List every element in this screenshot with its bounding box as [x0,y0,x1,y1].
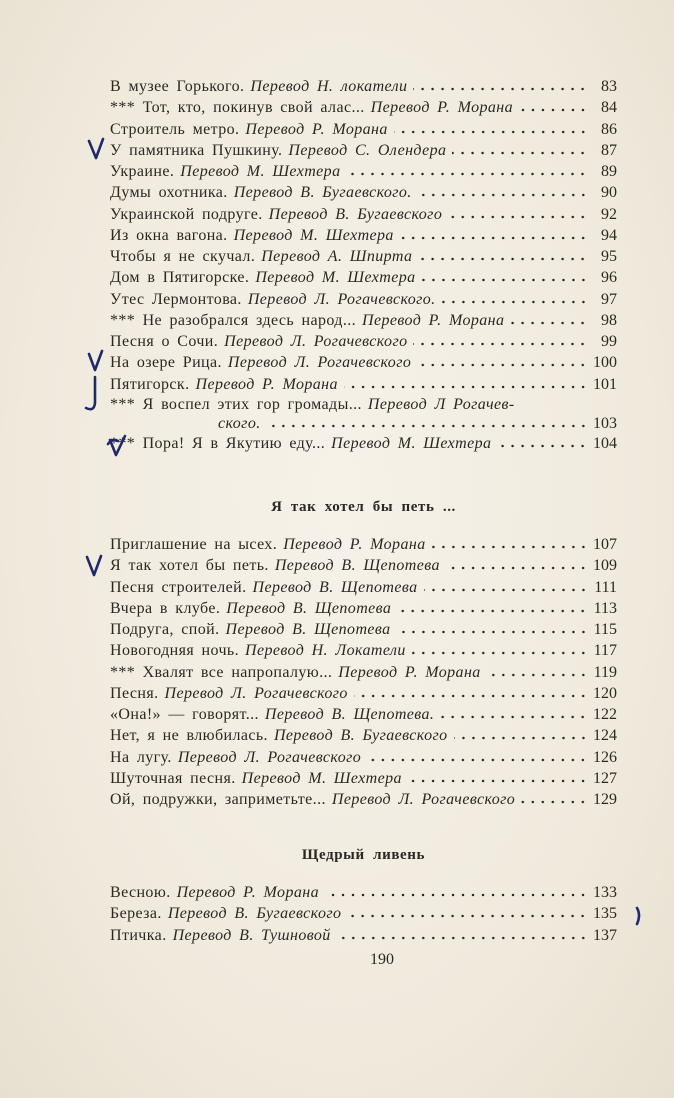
toc-entry [110,246,617,267]
dot-leader [397,630,588,634]
entry-title: Вчера в клубе. [110,599,221,617]
toc-entry [110,204,617,225]
entry-title: Весною. [110,884,171,901]
toc-entry [110,534,617,555]
dot-leader [408,779,588,783]
toc-entry-line [110,119,617,140]
toc-entry [110,97,617,118]
toc-entry [110,725,617,746]
entry-title: На лугу. [110,748,172,766]
entry-title: Утес Лермонтова. [110,290,242,308]
toc-entry-line [110,534,617,555]
dot-leader [412,651,588,655]
entry-title: Подруга, спой. [110,621,220,638]
toc-entry-line [110,789,617,810]
entry-title: У памятника Пушкину. [110,141,283,159]
entry-translator: Перевод В. Щепотева. [264,706,435,723]
entry-translator: Перевод Р. Морана [176,884,319,901]
toc-entry [110,768,617,789]
dot-leader [367,758,588,762]
toc-entry [110,640,617,661]
entry-page-number: 99 [601,333,617,350]
entry-page-number: 135 [593,905,617,923]
toc-entry [110,140,617,161]
dot-leader [424,588,588,592]
entry-page-number: 133 [593,884,617,901]
entry-title: На озере Рица. [110,354,222,372]
dot-leader [440,715,588,719]
toc-entry [110,903,617,924]
dot-leader [521,800,588,804]
entry-translator: Перевод В. Бугаевского [167,905,342,923]
toc-entry-line [110,204,617,225]
entry-translator: Перевод М. Шехтера [331,434,492,452]
entry-title: «Она!» — говорят... [110,706,259,723]
entry-title: Нет, я не влюбилась. [110,727,268,745]
toc-entry-line [110,352,617,373]
entry-translator: Перевод Р. Морана [245,120,388,138]
toc-entry [110,161,617,182]
toc-entry-line [110,374,617,395]
entry-translator: Перевод В. Щепотева [274,557,440,575]
toc-entry-line [110,925,617,946]
toc-entry-line [110,161,617,182]
entry-translator: Перевод Л Рогачев- [367,395,515,413]
toc-entry-line [110,76,617,97]
entry-page-number: 113 [593,599,617,617]
entry-translator: Перевод Л. Рогачевского. [247,290,436,308]
entry-page-number: 90 [601,184,617,202]
entry-title: Песня. [110,684,159,702]
entry-translator: Перевод Р. Морана [338,663,481,681]
toc-entry-line [110,577,617,598]
entry-translator: Перевод Р. Морана [362,311,505,329]
handwritten-margin-mark [637,908,639,924]
toc-entry [110,555,617,576]
toc-entry [110,577,617,598]
handwritten-check-mark [89,351,102,370]
dot-leader [510,321,588,325]
dot-leader [400,236,588,240]
entry-title: Думы охотника. [110,184,228,202]
entry-page-number: 101 [593,375,617,393]
entry-title: Новогодняя ночь. [110,642,240,660]
entry-translator: Перевод Р. Морана [370,99,514,117]
entry-title: Ой, подружки, заприметьте... [110,791,326,808]
toc-entry-line [110,683,617,704]
toc-entry [110,789,617,810]
entry-title: Шуточная песня. [110,769,236,787]
toc-entry [110,683,617,704]
dot-leader [442,300,588,304]
dot-leader [487,673,588,677]
handwritten-bracket-mark [86,377,95,409]
page-number: 190 [370,951,394,968]
entry-title: Дом в Пятигорске. [110,269,250,287]
toc-entry [110,310,617,331]
section-heading: Я так хотел бы петь ... [271,499,456,515]
entry-page-number: 119 [593,663,617,681]
entry-title: Украинской подруге. [110,205,263,223]
toc-entry [110,374,617,395]
toc-section [110,534,617,810]
toc-entry [110,925,617,946]
dot-leader [413,87,588,91]
entry-title: Приглашение на ысех. [110,536,278,553]
toc-section [110,882,617,946]
entry-title: Песня строителей. [110,578,247,596]
entry-title: *** Тот, кто, покинув свой алас... [110,99,365,117]
entry-title: *** Пора! Я в Якутию еду... [110,434,326,452]
dot-leader [454,736,588,740]
entry-title: Пятигорск. [110,375,190,393]
toc-entry [110,433,617,454]
entry-page-number: 109 [593,557,617,575]
toc-entry-line [110,882,617,903]
entry-page-number: 95 [601,248,617,265]
entry-title: Я так хотел бы петь. [110,557,269,575]
section-heading: Щедрый ливень [301,847,426,863]
entry-page-number: 122 [593,706,617,723]
dot-leader [394,130,588,134]
entry-page-number: 100 [593,354,617,372]
toc-entry [110,225,617,246]
dot-leader [448,215,588,219]
entry-title: Украине. [110,163,175,180]
dot-leader [417,363,588,367]
entry-translator: Перевод С. Олендера [288,141,447,159]
toc-entry [110,395,617,433]
entry-page-number: 104 [593,434,617,452]
entry-translator: Перевод В. Бугаевского [273,727,448,745]
toc-entry-line [110,97,617,118]
entry-translator: Перевод Р. Морана [283,536,426,553]
entry-page-number: 103 [593,414,617,432]
toc-entry [110,289,617,310]
entry-page-number: 86 [601,120,617,138]
toc-entry [110,267,617,288]
toc-entry-line [110,704,617,725]
toc-section [110,76,617,454]
entry-page-number: 124 [593,727,617,745]
entry-translator: Перевод В. Щепотева [226,599,392,617]
entry-title: Береза. [110,905,162,923]
handwritten-check-mark [87,556,101,575]
toc-entry-line [110,414,617,433]
toc-entry-line [110,619,617,640]
entry-translator-continuation: ского. [218,414,261,432]
toc-entry [110,331,617,352]
entry-translator: Перевод Р. Морана [195,375,338,393]
entry-title: *** Не разобрался здесь народ... [110,311,357,329]
entry-translator: Перевод Н. Локатели [245,642,406,660]
entry-translator: Перевод М. Шехтера [180,163,341,180]
toc-entry-line [110,267,617,288]
dot-leader [354,694,588,698]
toc-entry [110,352,617,373]
entry-title: Песня о Сочи. [110,333,219,350]
toc-entry-line [110,310,617,331]
entry-page-number: 129 [593,791,617,808]
toc-entry-line [110,662,617,683]
toc-entry [110,182,617,203]
entry-title: *** Я воспел этих гор громады... [110,395,362,413]
toc-entry-line [110,331,617,352]
dot-leader [497,444,588,448]
entry-title: *** Хвалят все напропалую... [110,663,333,681]
entry-title: Птичка. [110,926,167,944]
entry-translator: Перевод В. Щепотева [252,578,418,596]
entry-page-number: 98 [601,311,617,329]
toc-entry-line [110,182,617,203]
entry-title: Чтобы я не скучал. [110,248,256,265]
toc-entry-line [110,555,617,576]
toc-entry [110,619,617,640]
dot-leader [346,172,588,176]
dot-leader [446,566,588,570]
dot-leader [347,914,588,918]
dot-leader [418,257,588,261]
toc-entry-line [110,433,617,454]
entry-translator: Перевод В. Тушновой [172,926,331,944]
toc-entry [110,119,617,140]
dot-leader [432,545,588,549]
entry-page-number: 94 [601,226,617,244]
entry-translator: Перевод В. Бугаевского [268,205,443,223]
dot-leader [519,108,588,112]
entry-page-number: 97 [601,290,617,308]
entry-translator: Перевод А. Шпирта [261,248,413,265]
entry-translator: Перевод В. Щепотева [225,621,391,638]
dot-leader [397,609,588,613]
toc-entry-line [110,640,617,661]
dot-leader [344,385,588,389]
dot-leader [267,424,588,428]
toc-entry-line [110,747,617,768]
toc-entry [110,747,617,768]
entry-page-number: 89 [601,163,617,180]
entry-translator: Перевод М. Шехтера [241,769,402,787]
entry-title: Строитель метро. [110,120,240,138]
entry-page-number: 115 [593,621,617,638]
entry-title: В музее Горького. [110,78,245,95]
entry-translator: Перевод Л. Рогачевского [224,333,408,350]
toc-entry [110,598,617,619]
toc-entry-line [110,225,617,246]
entry-page-number: 87 [601,141,617,159]
toc-entry-line [110,903,617,924]
toc-entry-line [110,725,617,746]
dot-leader [422,278,588,282]
toc-entry-line [110,768,617,789]
entry-page-number: 83 [601,78,617,95]
entry-translator: Перевод В. Бугаевского. [233,184,412,202]
toc-entry-line [110,289,617,310]
dot-leader [337,936,588,940]
handwritten-check-mark [89,139,103,158]
entry-page-number: 120 [593,684,617,702]
entry-page-number: 92 [601,205,617,223]
dot-leader [413,342,588,346]
entry-translator: Перевод Л. Рогачевского [227,354,412,372]
dot-leader [325,893,588,897]
toc-entry-line [110,140,617,161]
entry-translator: Перевод Л. Рогачевского [177,748,362,766]
toc-entry [110,882,617,903]
toc-entry [110,76,617,97]
entry-page-number: 107 [593,536,617,553]
toc-entry-line [110,246,617,267]
dot-leader [418,193,588,197]
entry-translator: Перевод М. Шехтера [255,269,416,287]
entry-translator: Перевод Н. локатели [250,78,408,95]
entry-page-number: 127 [593,769,617,787]
toc-entry [110,704,617,725]
entry-title: Из окна вагона. [110,226,228,244]
toc-entry [110,662,617,683]
entry-translator: Перевод М. Шехтера [233,226,394,244]
entry-page-number: 84 [601,99,617,117]
entry-page-number: 111 [594,578,617,596]
toc-entry-line [110,598,617,619]
entry-page-number: 117 [593,642,617,660]
entry-translator: Перевод Л. Рогачевского [164,684,348,702]
entry-translator: Перевод Л. Рогачевского [331,791,516,808]
entry-page-number: 126 [593,748,617,766]
toc-entry-line [110,395,617,414]
entry-page-number: 137 [593,926,617,944]
dot-leader [452,151,588,155]
entry-page-number: 96 [601,269,617,287]
